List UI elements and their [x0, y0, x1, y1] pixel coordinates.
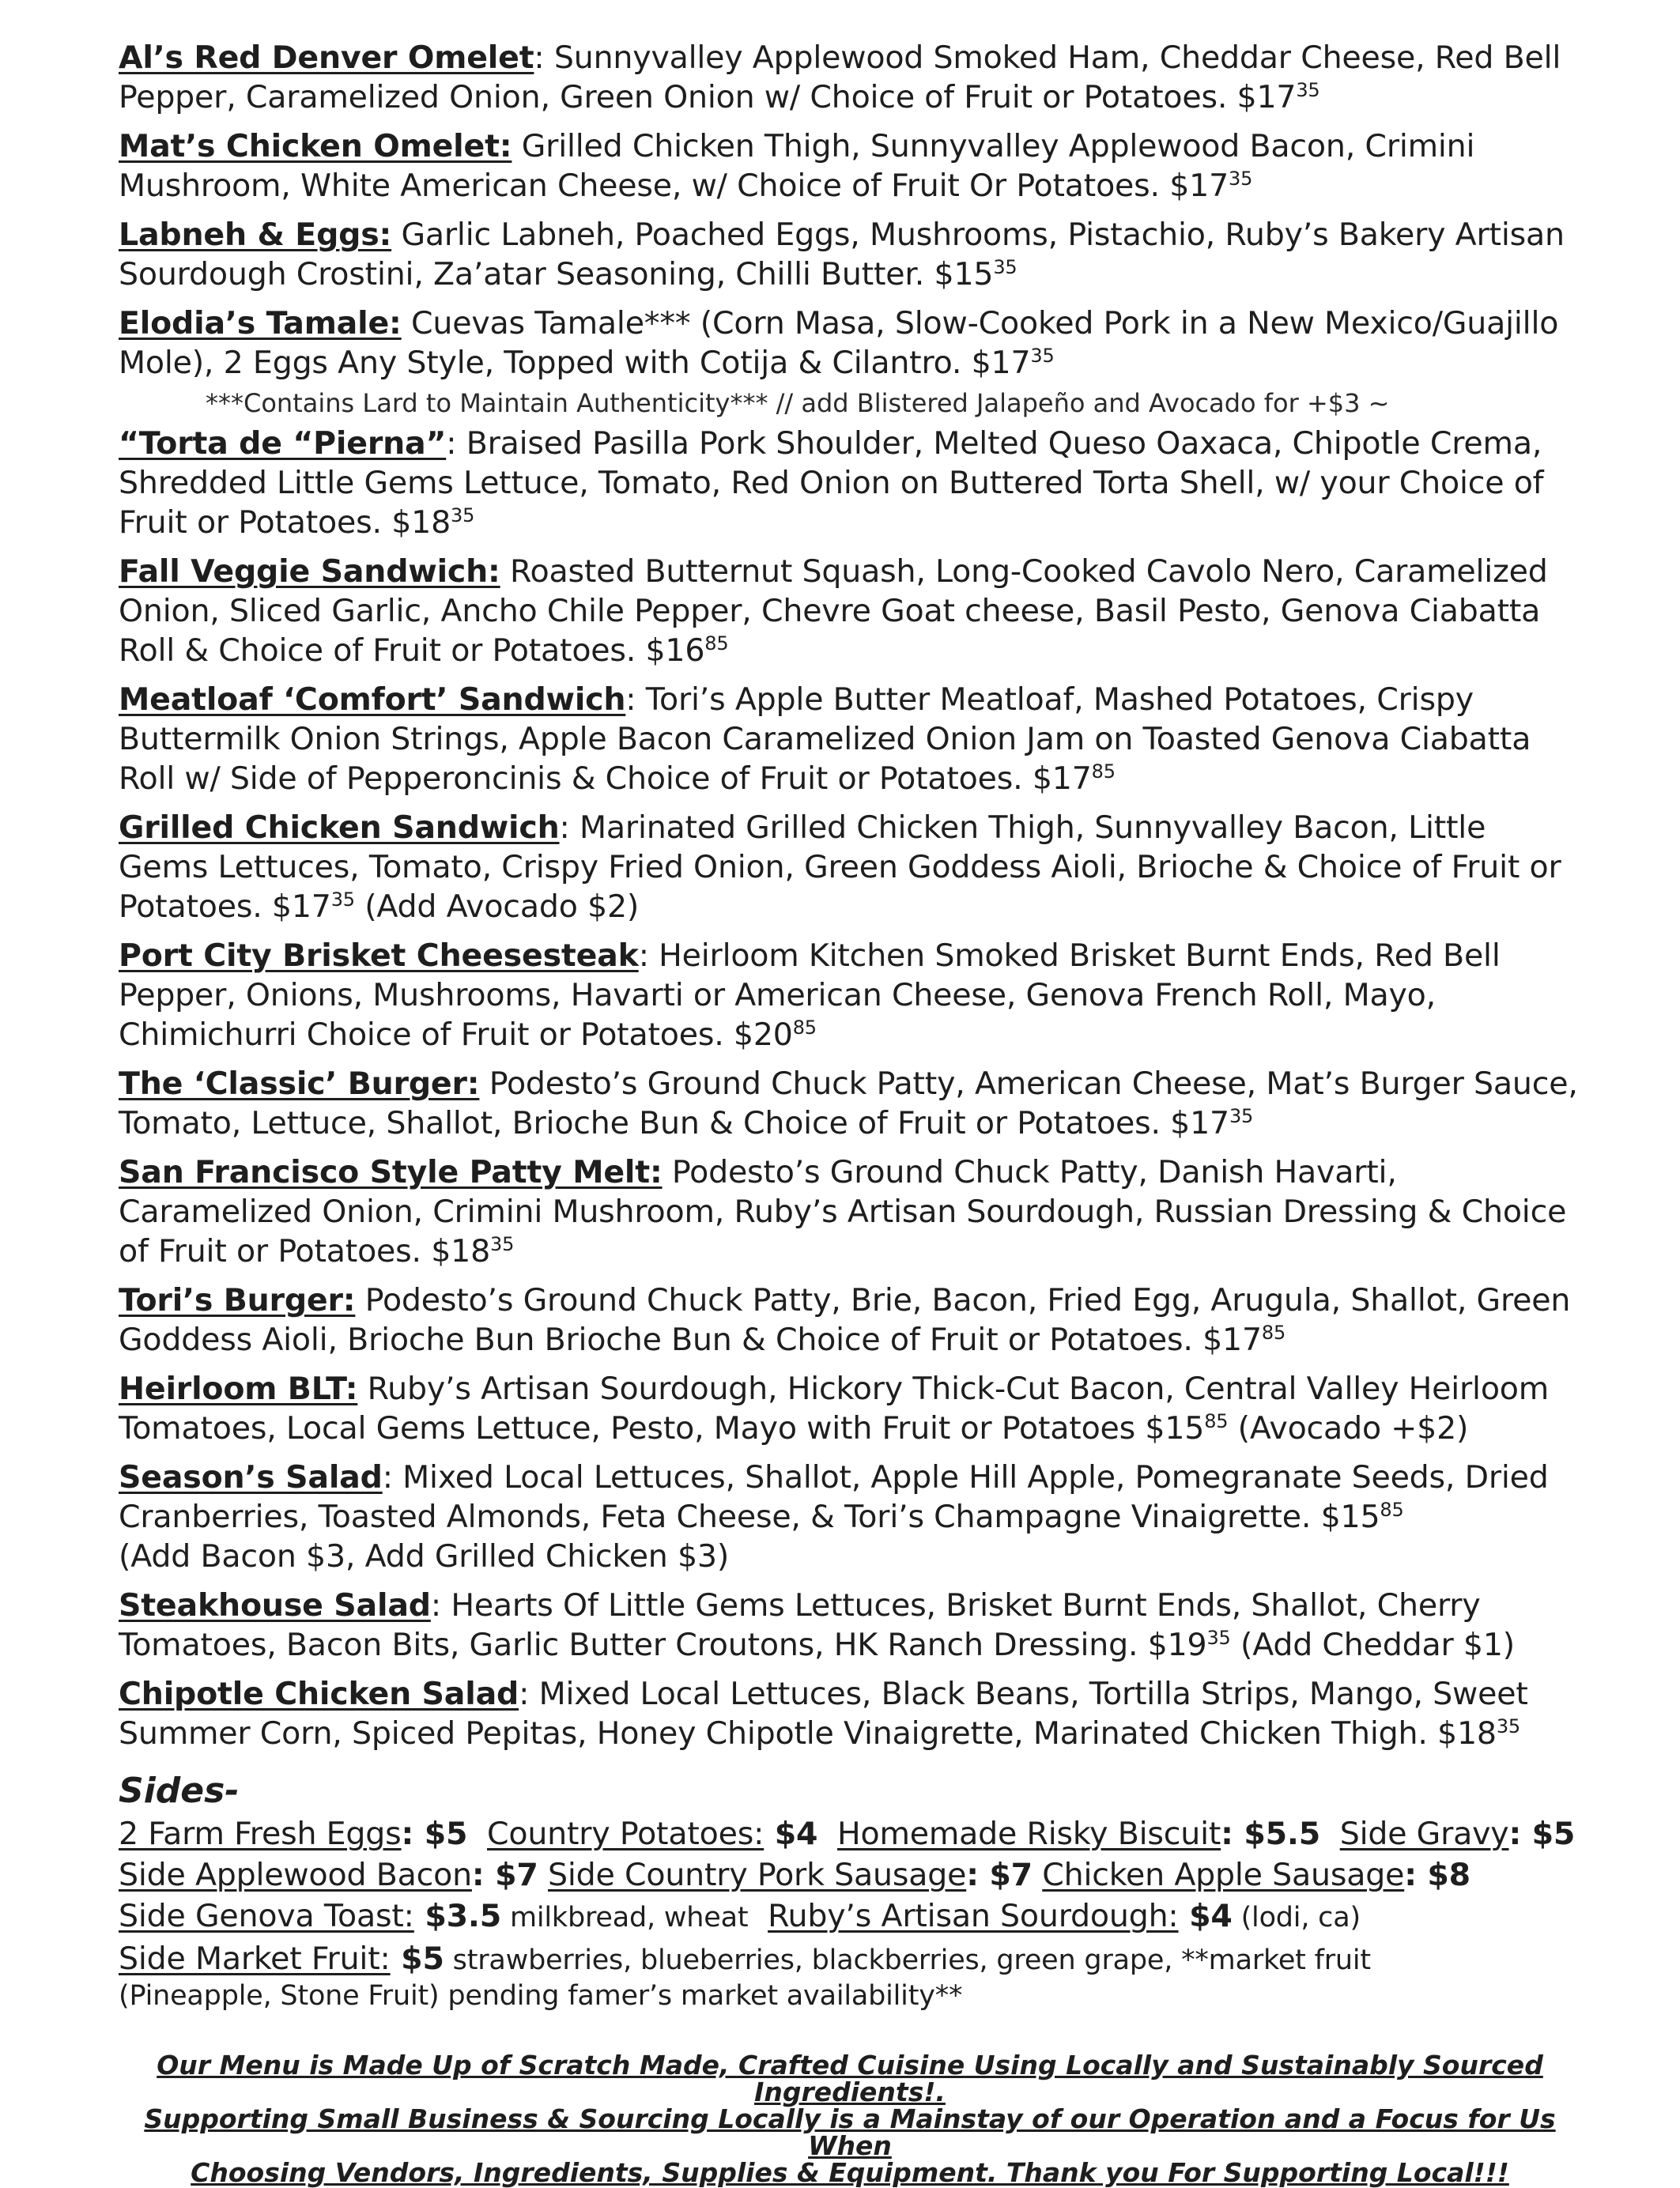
item-name: Tori’s Burger:: [119, 1282, 356, 1318]
tamale-note: ***Contains Lard to Maintain Authenticity*** // add Blistered Jalapeño and Avocado for +$3 ~: [206, 388, 1390, 418]
item-description: Marinated Grilled Chicken Thigh, Sunnyvalley Bacon, Little Gems Lettuces, Tomato, Crispy Fried Onion, Green Goddess Aioli, Brioche & Choice of Fruit or Potatoes. $17: [119, 809, 1561, 925]
footer-statement: [111, 2052, 1589, 2186]
item-after: (Add Cheddar $1): [1230, 1627, 1515, 1663]
item-cents: 35: [451, 504, 475, 526]
item-sep: :: [559, 809, 570, 846]
item-cents: 35: [1296, 78, 1320, 101]
menu-item: [119, 552, 1581, 670]
side-name: Side Genova Toast:: [119, 1898, 414, 1934]
side-price: : $7: [471, 1857, 538, 1893]
side-name: Chicken Apple Sausage: [1042, 1857, 1405, 1893]
item-description: Roasted Butternut Squash, Long-Cooked Cavolo Nero, Caramelized Onion, Sliced Garlic, Ancho Chile Pepper, Chevre Goat cheese, Basil Pesto, Genova Ciabatta Roll & Choice of Fruit or Potatoes. $16: [119, 553, 1548, 669]
side-price: : $8: [1404, 1857, 1470, 1893]
menu-item: [119, 680, 1581, 798]
item-cents: 35: [1496, 1715, 1520, 1737]
item-sep: :: [638, 937, 649, 974]
item-cents: 35: [993, 255, 1017, 278]
item-name: Steakhouse Salad: [119, 1587, 431, 1624]
item-description: Ruby’s Artisan Sourdough, Hickory Thick-Cut Bacon, Central Valley Heirloom Tomatoes, Local Gems Lettuce, Pesto, Mayo with Fruit or Potatoes $15: [119, 1371, 1550, 1447]
item-cents: 85: [792, 1016, 817, 1039]
item-cents: 85: [1204, 1409, 1229, 1432]
side-name: 2 Farm Fresh Eggs: [119, 1816, 402, 1852]
item-cents: 85: [1091, 760, 1116, 783]
side-price: : $5: [1508, 1816, 1576, 1852]
side-note: milkbread, wheat: [501, 1902, 749, 1933]
menu-item: [119, 1369, 1581, 1448]
item-description: Cuevas Tamale*** (Corn Masa, Slow-Cooked Pork in a New Mexico/Guajillo Mole), 2 Eggs Any Style, Topped with Cotija & Cilantro. $17: [119, 305, 1559, 381]
menu-item: [119, 1064, 1581, 1143]
menu-item: [119, 808, 1581, 926]
side-name: Homemade Risky Biscuit: [837, 1816, 1221, 1852]
footer-line: Choosing Vendors, Ingredients, Supplies & Equipment. Thank you For Supporting Local!!!: [191, 2157, 1509, 2188]
item-description: Braised Pasilla Pork Shoulder, Melted Queso Oaxaca, Chipotle Crema, Shredded Little Gems Lettuce, Tomato, Red Onion on Buttered Torta Shell, w/ your Choice of Fruit or Potatoes. $18: [119, 425, 1544, 541]
side-name: Side Country Pork Sausage: [548, 1857, 967, 1893]
side-note: (lodi, ca): [1232, 1902, 1361, 1933]
item-cents: 35: [1030, 344, 1055, 367]
side-name: Side Gravy: [1339, 1816, 1509, 1852]
item-cents: 35: [1229, 167, 1253, 190]
menu-item: [119, 1674, 1581, 1753]
side-price: : $5.5: [1221, 1816, 1320, 1852]
item-cents: 85: [1261, 1321, 1286, 1344]
item-name: Grilled Chicken Sandwich: [119, 809, 560, 846]
sides-row: [119, 1896, 1581, 1938]
item-description: Tori’s Apple Butter Meatloaf, Mashed Potatoes, Crispy Buttermilk Onion Strings, Apple Bacon Caramelized Onion Jam on Toasted Genova Ciabatta Roll w/ Side of Pepperoncinis & Choice of Fruit or Potatoes. $17: [119, 681, 1531, 797]
side-name: Side Market Fruit:: [119, 1941, 391, 1977]
sides-row: [119, 1813, 1581, 1854]
menu-item: [119, 304, 1581, 383]
item-name: Elodia’s Tamale:: [119, 305, 402, 341]
item-sep: :: [519, 1676, 530, 1712]
item-name: Al’s Red Denver Omelet: [119, 40, 534, 76]
side-price: $5: [390, 1941, 444, 1977]
item-description: Podesto’s Ground Chuck Patty, Brie, Bacon, Fried Egg, Arugula, Shallot, Green Goddess Aioli, Brioche Bun Brioche Bun & Choice of Fruit or Potatoes. $17: [119, 1282, 1571, 1358]
side-note: strawberries, blueberries, blackberries, green grape, **market fruit: [444, 1945, 1371, 1976]
item-cents: 35: [490, 1232, 515, 1255]
item-cents: 35: [1206, 1626, 1231, 1649]
side-name: Ruby’s Artisan Sourdough:: [768, 1898, 1179, 1934]
item-description: Heirloom Kitchen Smoked Brisket Burnt Ends, Red Bell Pepper, Onions, Mushrooms, Havarti or American Cheese, Genova French Roll, Mayo, Chimichurri Choice of Fruit or Potatoes. $20: [119, 937, 1501, 1053]
item-name: Port City Brisket Cheesesteak: [119, 937, 639, 974]
item-name: The ‘Classic’ Burger:: [119, 1066, 480, 1102]
menu-item: [119, 1281, 1581, 1360]
item-name: Chipotle Chicken Salad: [119, 1676, 519, 1712]
side-price: $4: [764, 1816, 818, 1852]
menu-item: [119, 126, 1581, 206]
sides-row: [119, 1854, 1581, 1896]
menu-item: [119, 1586, 1581, 1665]
item-name: “Torta de “Pierna”: [119, 425, 447, 462]
item-cents: 35: [330, 888, 355, 911]
side-name: Country Potatoes:: [486, 1816, 764, 1852]
item-name: Labneh & Eggs:: [119, 217, 392, 253]
item-description: Grilled Chicken Thigh, Sunnyvalley Applewood Bacon, Crimini Mushroom, White American Cheese, w/ Choice of Fruit Or Potatoes. $17: [119, 128, 1475, 204]
item-cents: 35: [1229, 1104, 1254, 1127]
item-name: San Francisco Style Patty Melt:: [119, 1154, 663, 1190]
item-sep: :: [534, 40, 545, 76]
menu-item: [119, 215, 1581, 294]
item-name: Meatloaf ‘Comfort’ Sandwich: [119, 681, 626, 718]
item-description: Podesto’s Ground Chuck Patty, American Cheese, Mat’s Burger Sauce, Tomato, Lettuce, Shallot, Brioche Bun & Choice of Fruit or Potatoes. $17: [119, 1066, 1578, 1141]
item-cents: 85: [1380, 1498, 1404, 1521]
side-note-line2: (Pineapple, Stone Fruit) pending famer’s market availability**: [119, 1980, 963, 2012]
item-sep: :: [625, 681, 636, 718]
item-sep: :: [430, 1587, 441, 1624]
item-name: Mat’s Chicken Omelet:: [119, 128, 512, 164]
item-name: Season’s Salad: [119, 1459, 383, 1496]
item-sep: :: [446, 425, 457, 462]
item-name: Heirloom BLT:: [119, 1371, 358, 1407]
side-price: $3.5: [413, 1898, 502, 1934]
item-description: Sunnyvalley Applewood Smoked Ham, Cheddar Cheese, Red Bell Pepper, Caramelized Onion, Green Onion w/ Choice of Fruit or Potatoes. $17: [119, 40, 1561, 115]
footer-line: Supporting Small Business & Sourcing Locally is a Mainstay of our Operation and a Focus for Us When: [144, 2103, 1556, 2161]
menu-item: [119, 936, 1581, 1054]
menu-item: [119, 424, 1581, 542]
item-name: Fall Veggie Sandwich:: [119, 553, 500, 590]
item-sep: :: [382, 1459, 393, 1496]
item-description: Mixed Local Lettuces, Black Beans, Tortilla Strips, Mango, Sweet Summer Corn, Spiced Pepitas, Honey Chipotle Vinaigrette, Marinated Chicken Thigh. $18: [119, 1676, 1528, 1752]
side-price: $4: [1178, 1898, 1233, 1934]
sides-row: [119, 1938, 1581, 2011]
side-price: : $5: [401, 1816, 468, 1852]
item-cents: 85: [704, 632, 729, 655]
item-after: (Add Avocado $2): [354, 888, 640, 925]
menu-item: [119, 1458, 1581, 1576]
footer-line: Our Menu is Made Up of Scratch Made, Crafted Cuisine Using Locally and Sustainably Sourced Ingredients!.: [157, 2050, 1543, 2107]
side-price: : $7: [966, 1857, 1033, 1893]
menu-page: [119, 38, 1581, 2011]
menu-item: [119, 1152, 1581, 1271]
item-after: (Avocado +$2): [1228, 1410, 1469, 1447]
item-description: Mixed Local Lettuces, Shallot, Apple Hill Apple, Pomegranate Seeds, Dried Cranberries, Toasted Almonds, Feta Cheese, & Tori’s Champagne Vinaigrette. $15: [119, 1459, 1549, 1535]
item-description: Hearts Of Little Gems Lettuces, Brisket Burnt Ends, Shallot, Cherry Tomatoes, Bacon Bits, Garlic Butter Croutons, HK Ranch Dressing. $19: [119, 1587, 1481, 1663]
sides-title: Sides-: [119, 1771, 240, 1811]
item-description: Garlic Labneh, Poached Eggs, Mushrooms, Pistachio, Ruby’s Bakery Artisan Sourdough Crostini, Za’atar Seasoning, Chilli Butter. $15: [119, 217, 1565, 292]
menu-item: [119, 38, 1581, 117]
side-name: Side Applewood Bacon: [119, 1857, 472, 1893]
item-extra: (Add Bacon $3, Add Grilled Chicken $3): [119, 1538, 730, 1575]
item-description: Podesto’s Ground Chuck Patty, Danish Havarti, Caramelized Onion, Crimini Mushroom, Ruby’s Artisan Sourdough, Russian Dressing & Choice of Fruit or Potatoes. $18: [119, 1154, 1567, 1269]
